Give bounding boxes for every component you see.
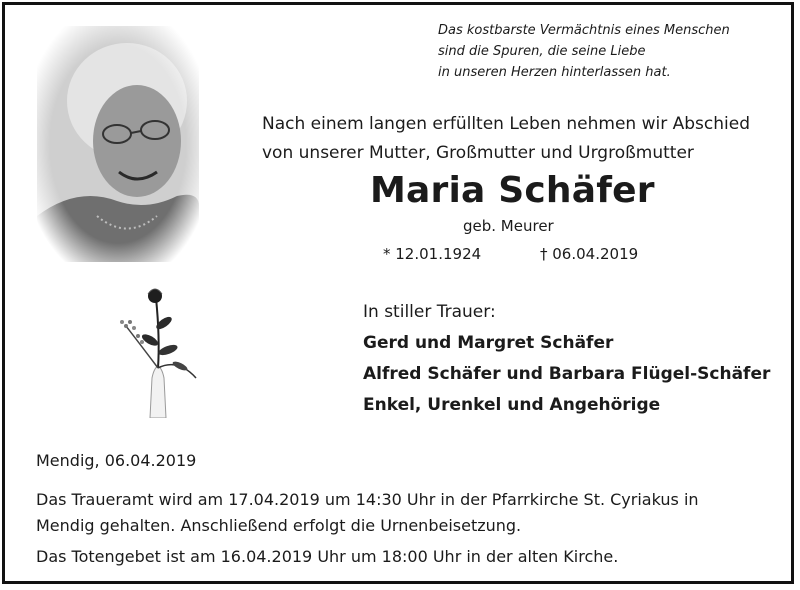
- farewell-line-2: von unserer Mutter, Großmutter und Urgroßmutter: [262, 143, 694, 163]
- quote-line-1: Das kostbarste Vermächtnis eines Menschen: [438, 23, 730, 38]
- mourners-section: [363, 297, 783, 421]
- service-notice: [36, 487, 776, 539]
- place-and-date: Mendig, 06.04.2019: [36, 451, 197, 470]
- death-date: † 06.04.2019: [540, 245, 639, 263]
- farewell-line-1: Nach einem langen erfüllten Leben nehmen wir Abschied: [262, 114, 750, 134]
- quote-line-2: sind die Spuren, die seine Liebe: [438, 44, 646, 59]
- service-line-2: Mendig gehalten. Anschließend erfolgt die Urnenbeisetzung.: [36, 516, 522, 535]
- memorial-quote: [438, 20, 778, 83]
- birth-date: * 12.01.1924: [383, 245, 482, 263]
- quote-line-3: in unseren Herzen hinterlassen hat.: [438, 65, 671, 80]
- rose-vase-icon: [108, 278, 208, 418]
- deceased-name: Maria Schäfer: [370, 170, 655, 211]
- mourning-heading: In stiller Trauer:: [363, 302, 496, 322]
- birth-name: geb. Meurer: [463, 217, 554, 235]
- service-line-1: Das Traueramt wird am 17.04.2019 um 14:30 Uhr in der Pfarrkirche St. Cyriakus in: [36, 490, 699, 509]
- portrait-image: [37, 26, 199, 262]
- mourner-name: Enkel, Urenkel und Angehörige: [363, 395, 661, 415]
- portrait-photo: [37, 26, 199, 262]
- mourner-name: Alfred Schäfer und Barbara Flügel-Schäfer: [363, 364, 771, 384]
- farewell-text: [262, 110, 782, 168]
- mourner-name: Gerd und Margret Schäfer: [363, 333, 614, 353]
- prayer-notice: Das Totengebet ist am 16.04.2019 Uhr um 18:00 Uhr in der alten Kirche.: [36, 547, 619, 566]
